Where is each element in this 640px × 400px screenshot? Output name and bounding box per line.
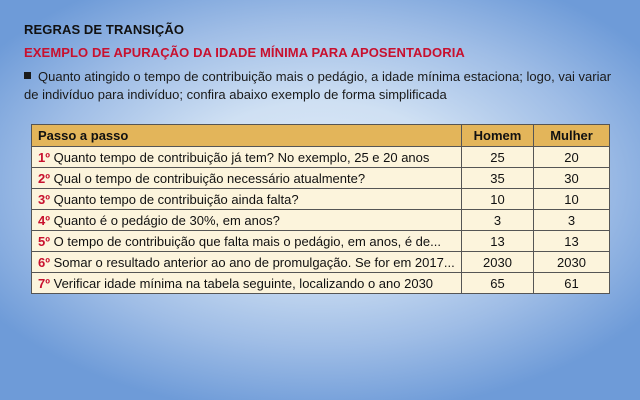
steps-table (31, 124, 610, 294)
step-cell (32, 273, 462, 294)
intro-note-text: Quanto atingido o tempo de contribuição mais o pedágio, a idade mínima estaciona; logo, vai variar de indivíduo para indivíduo; confira abaixo exemplo de forma simplificada (24, 69, 612, 102)
step-cell (32, 231, 462, 252)
page-title: REGRAS DE TRANSIÇÃO (24, 22, 185, 37)
step-cell (32, 168, 462, 189)
section-subtitle: EXEMPLO DE APURAÇÃO DA IDADE MÍNIMA PARA APOSENTADORIA (24, 45, 465, 60)
step-cell (32, 147, 462, 168)
table-row (32, 273, 610, 294)
mulher-value: 2030 (534, 252, 610, 273)
step-number: 1º (38, 149, 50, 165)
step-number: 7º (38, 275, 50, 291)
step-text: Qual o tempo de contribuição necessário atualmente? (53, 170, 366, 186)
mulher-value: 61 (534, 273, 610, 294)
step-text: Somar o resultado anterior ao ano de promulgação. Se for em 2017... (53, 254, 455, 270)
table-row (32, 210, 610, 231)
step-number: 6º (38, 254, 50, 270)
mulher-value: 3 (534, 210, 610, 231)
step-cell (32, 252, 462, 273)
homem-value: 25 (462, 147, 534, 168)
column-header-mulher: Mulher (534, 125, 610, 147)
column-header-homem: Homem (462, 125, 534, 147)
table-row (32, 231, 610, 252)
step-number: 5º (38, 233, 50, 249)
table-header-row (32, 125, 610, 147)
intro-note (24, 68, 620, 104)
mulher-value: 10 (534, 189, 610, 210)
table-row (32, 189, 610, 210)
homem-value: 13 (462, 231, 534, 252)
table-row (32, 252, 610, 273)
step-number: 2º (38, 170, 50, 186)
mulher-value: 20 (534, 147, 610, 168)
homem-value: 3 (462, 210, 534, 231)
step-text: Quanto é o pedágio de 30%, em anos? (53, 212, 280, 228)
table-row (32, 147, 610, 168)
step-cell (32, 189, 462, 210)
mulher-value: 30 (534, 168, 610, 189)
step-text: Quanto tempo de contribuição já tem? No exemplo, 25 e 20 anos (53, 149, 430, 165)
homem-value: 65 (462, 273, 534, 294)
mulher-value: 13 (534, 231, 610, 252)
square-bullet-icon (24, 72, 31, 79)
step-cell (32, 210, 462, 231)
step-text: Quanto tempo de contribuição ainda falta? (53, 191, 299, 207)
homem-value: 35 (462, 168, 534, 189)
step-number: 4º (38, 212, 50, 228)
step-text: O tempo de contribuição que falta mais o pedágio, em anos, é de... (53, 233, 441, 249)
table-row (32, 168, 610, 189)
step-text: Verificar idade mínima na tabela seguinte, localizando o ano 2030 (53, 275, 434, 291)
column-header-step: Passo a passo (32, 125, 462, 147)
homem-value: 10 (462, 189, 534, 210)
step-number: 3º (38, 191, 50, 207)
homem-value: 2030 (462, 252, 534, 273)
